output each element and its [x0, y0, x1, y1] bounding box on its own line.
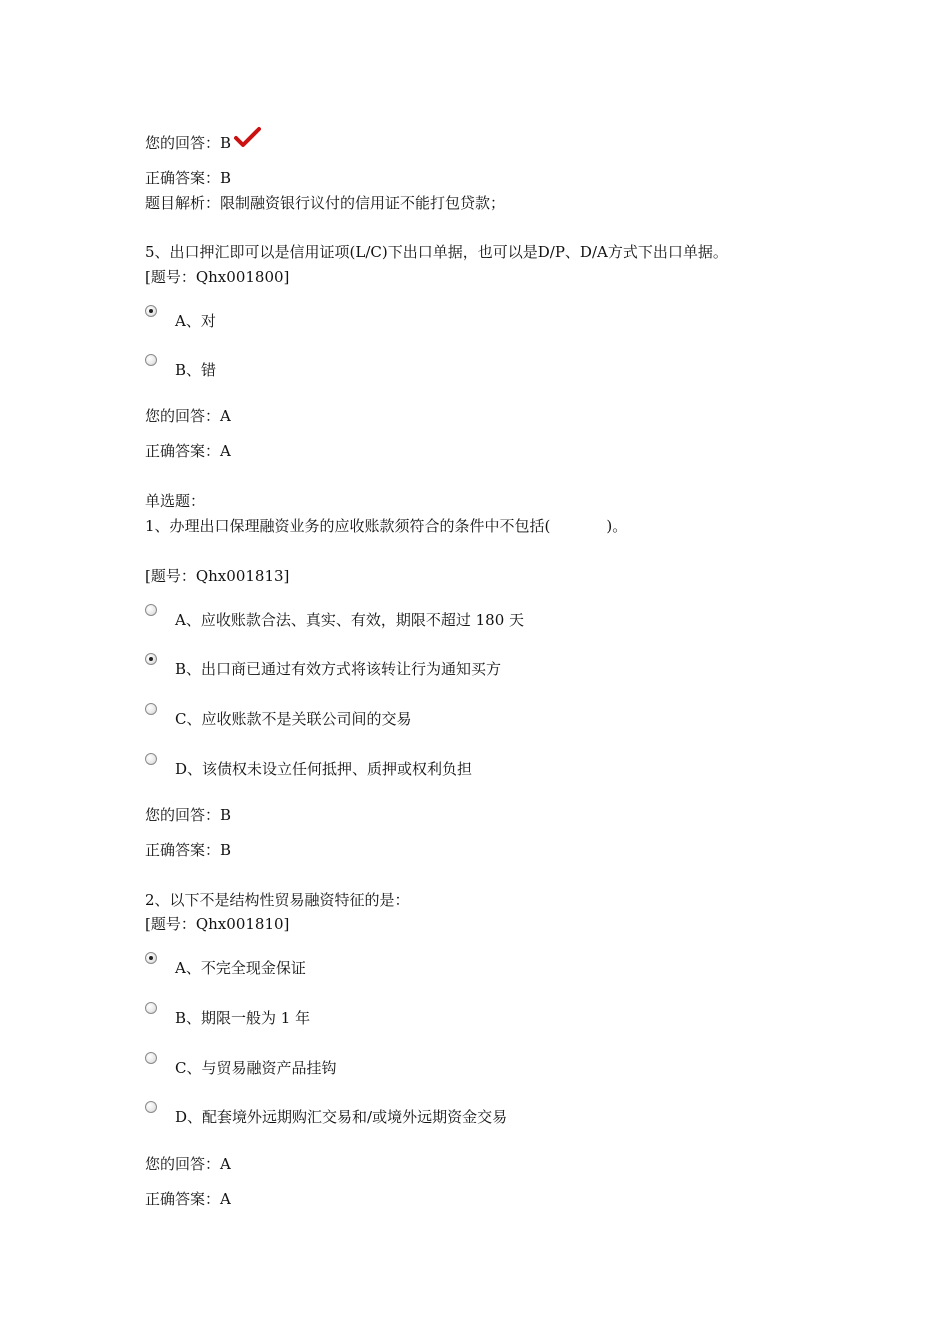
your-answer-line: [145, 1154, 231, 1174]
correct-answer-value: B: [220, 169, 232, 187]
correct-answer-line: [145, 441, 231, 461]
correct-answer-label: 正确答案：: [145, 841, 221, 859]
option-label: C、应收账款不是关联公司间的交易: [175, 710, 412, 728]
option-label: D、配套境外远期购汇交易和/或境外远期资金交易: [175, 1108, 508, 1126]
question-text: [145, 516, 627, 536]
radio-button[interactable]: [145, 753, 157, 765]
question-id: [题号：Qhx001810]: [145, 915, 290, 933]
correct-answer-value: A: [220, 1190, 231, 1208]
correct-answer-value: B: [220, 841, 232, 859]
your-answer-value: B: [220, 806, 232, 824]
question-text: 2、以下不是结构性贸易融资特征的是：: [145, 891, 410, 909]
question-text-start: 1、办理出口保理融资业务的应收账款须符合的条件中不包括(: [145, 517, 551, 535]
option-label: B、出口商已通过有效方式将该转让行为通知买方: [175, 660, 502, 678]
analysis-line: [145, 193, 505, 213]
correct-answer-value: A: [220, 442, 231, 460]
correct-answer-line: [145, 840, 231, 860]
correct-answer-line: [145, 168, 231, 188]
radio-button[interactable]: [145, 1101, 157, 1113]
your-answer-line: [145, 133, 231, 153]
correct-answer-label: 正确答案：: [145, 169, 221, 187]
section-title: 单选题：: [145, 492, 206, 510]
your-answer-line: [145, 805, 231, 825]
your-answer-line: [145, 406, 231, 426]
analysis-text: 限制融资银行议付的信用证不能打包贷款；: [220, 194, 506, 212]
your-answer-value: B: [220, 134, 232, 152]
question-text: 5、出口押汇即可以是信用证项(L/C)下出口单据，也可以是D/P、D/A方式下出口单据。: [145, 243, 728, 261]
correct-answer-line: [145, 1189, 231, 1209]
option-label: A、不完全现金保证: [175, 959, 306, 977]
option-label: B、错: [175, 361, 217, 379]
your-answer-label: 您的回答：: [145, 806, 221, 824]
your-answer-value: A: [220, 407, 231, 425]
radio-button[interactable]: [145, 1002, 157, 1014]
question-text-end: )。: [606, 517, 628, 535]
option-label: C、与贸易融资产品挂钩: [175, 1059, 337, 1077]
option-label: A、应收账款合法、真实、有效，期限不超过 180 天: [175, 611, 525, 629]
radio-button[interactable]: [145, 354, 157, 366]
checkmark-icon: [233, 126, 261, 148]
analysis-label: 题目解析：: [145, 194, 221, 212]
correct-answer-label: 正确答案：: [145, 1190, 221, 1208]
question-id: [题号：Qhx001813]: [145, 567, 290, 585]
radio-button[interactable]: [145, 1052, 157, 1064]
radio-button[interactable]: [145, 703, 157, 715]
option-label: A、对: [175, 312, 216, 330]
question-id: [题号：Qhx001800]: [145, 268, 290, 286]
your-answer-value: A: [220, 1155, 231, 1173]
radio-button-selected[interactable]: [145, 952, 157, 964]
your-answer-label: 您的回答：: [145, 134, 221, 152]
correct-answer-label: 正确答案：: [145, 442, 221, 460]
radio-button-selected[interactable]: [145, 305, 157, 317]
radio-button[interactable]: [145, 604, 157, 616]
option-label: D、该债权未设立任何抵押、质押或权利负担: [175, 760, 473, 778]
your-answer-label: 您的回答：: [145, 1155, 221, 1173]
option-label: B、期限一般为 1 年: [175, 1009, 311, 1027]
radio-button-selected[interactable]: [145, 653, 157, 665]
your-answer-label: 您的回答：: [145, 407, 221, 425]
